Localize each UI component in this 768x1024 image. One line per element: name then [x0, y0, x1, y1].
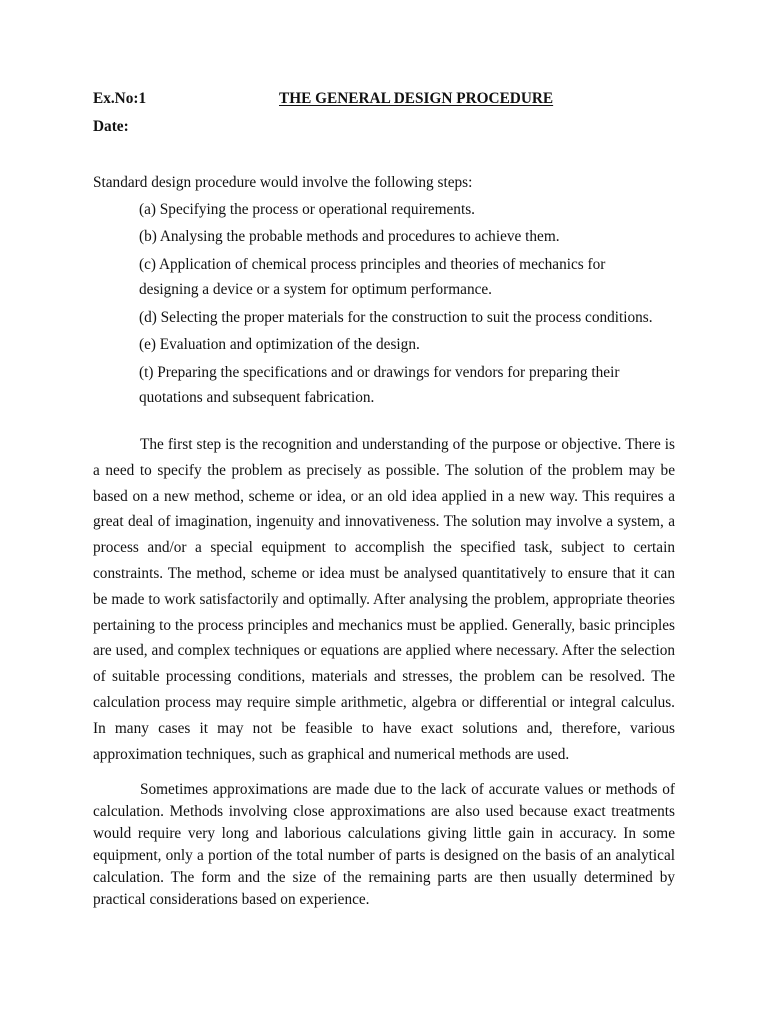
step-c-line2: designing a device or a system for optimum performance. — [139, 281, 492, 298]
step-e: (e) Evaluation and optimization of the design. — [139, 336, 420, 353]
step-a: (a) Specifying the process or operational requirements. — [139, 201, 475, 218]
intro-text: Standard design procedure would involve the following steps: — [93, 174, 473, 191]
step-t-line1: (t) Preparing the specifications and or drawings for vendors for preparing their — [139, 364, 620, 381]
step-d: (d) Selecting the proper materials for the construction to suit the process conditions. — [139, 309, 653, 326]
step-t-line2: quotations and subsequent fabrication. — [139, 389, 375, 406]
body-paragraph-1: The first step is the recognition and understanding of the purpose or objective. There is a need to specify the problem as precisely as possible. The solution of the problem may be based on a new method, scheme or idea, or an old idea applied in a new way. This requires a great deal of imagination, ingenuity and innovativeness. The solution may involve a system, a process and/or a special equipment to accomplish the specified task, subject to certain constraints. The method, scheme or idea must be analysed quantitatively to ensure that it can be made to work satisfactorily and optimally. After analysing the problem, appropriate theories pertaining to the process principles and mechanics must be applied. Generally, basic principles are used, and complex techniques or equations are applied where necessary. After the selection of suitable processing conditions, materials and stresses, the problem can be resolved. The calculation process may require simple arithmetic, algebra or differential or integral calculus. In many cases it may not be feasible to have exact solutions and, therefore, various approximation techniques, such as graphical and numerical methods are used. — [93, 436, 675, 763]
step-b: (b) Analysing the probable methods and procedures to achieve them. — [139, 228, 560, 245]
date-label: Date: — [93, 118, 129, 135]
document-title: THE GENERAL DESIGN PROCEDURE — [279, 90, 554, 107]
exercise-number: Ex.No:1 — [93, 90, 147, 107]
step-c-line1: (c) Application of chemical process principles and theories of mechanics for — [139, 256, 606, 273]
body-paragraph-2: Sometimes approximations are made due to the lack of accurate values or methods of calculation. Methods involving close approximations are also used because exact treatments would require very long and laborious calculations giving little gain in accuracy. In some equipment, only a portion of the total number of parts is designed on the basis of an analytical calculation. The form and the size of the remaining parts are then usually determined by practical considerations based on experience. — [93, 781, 675, 909]
